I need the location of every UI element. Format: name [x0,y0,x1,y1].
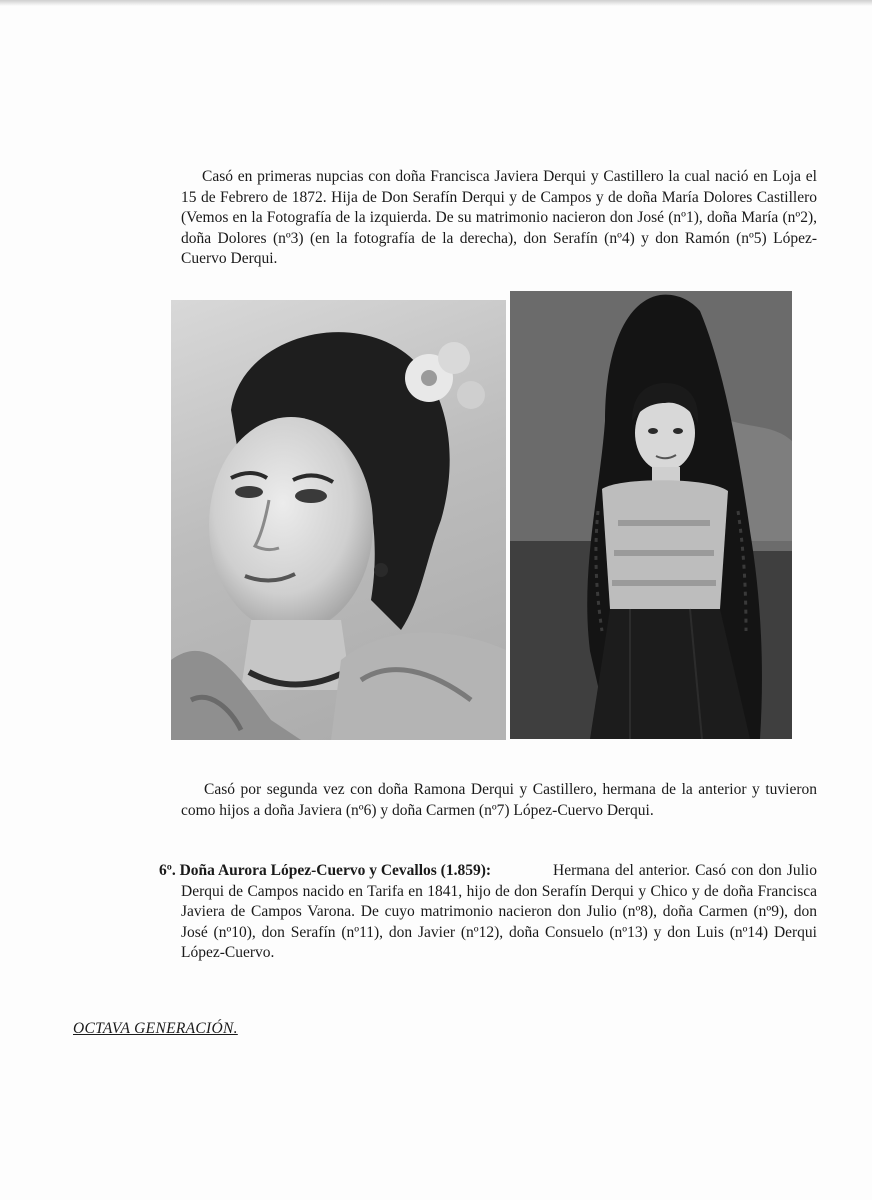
portrait-right-illustration [510,291,792,739]
portrait-left-illustration [171,300,506,740]
aurora-entry-heading: 6º. Doña Aurora López-Cuervo y Cevallos (1.859): [159,862,492,879]
scan-edge [0,0,872,6]
second-marriage-paragraph: Casó por segunda vez con doña Ramona Derqui y Castillero, hermana de la anterior y tuvieron como hijos a doña Javiera (nº6) y doña Carmen (nº7) López-Cuervo Derqui. [181,781,817,819]
section-heading: OCTAVA GENERACIÓN. [73,1020,238,1037]
aurora-entry-text: Hermana del anterior. Casó con don Julio Derqui de Campos nacido en Tarifa en 1841, hijo de don Serafín Derqui y Chico y de doña Francisca Javiera de Campos Varona. De cuyo matrimonio nacieron don Julio (nº8), doña Carmen (nº9), don José (nº10), don Serafín (nº11), don Javier (nº12), doña Consuelo (nº13) y don Luis (nº14) Derqui López-Cuervo. [181,862,817,962]
aurora-entry-paragraph [159,861,817,964]
portrait-photo-right [510,291,792,739]
portrait-photo-left [171,300,506,740]
first-marriage-paragraph: Casó en primeras nupcias con doña Francisca Javiera Derqui y Castillero la cual nació en Loja el 15 de Febrero de 1872. Hija de Don Serafín Derqui y de Campos y de doña María Dolores Castillero (Vemos en la Fotografía de la izquierda. De su matrimonio nacieron don José (nº1), doña María (nº2), doña Dolores (nº3) (en la fotografía de la derecha), don Serafín (nº4) y don Ramón (nº5) López-Cuervo Derqui. [181,168,817,268]
